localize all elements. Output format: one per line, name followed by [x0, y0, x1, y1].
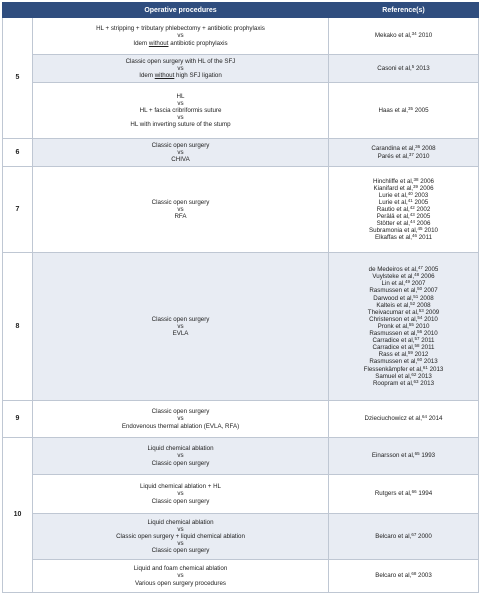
- reference-number: 57: [414, 336, 420, 342]
- procedure-cell: [33, 514, 329, 560]
- reference-year: 2006: [419, 273, 435, 281]
- reference-entry: [332, 192, 475, 199]
- procedure-line: [36, 452, 325, 459]
- reference-number: 63: [413, 378, 419, 384]
- reference-number: 39: [413, 183, 419, 189]
- procedure-line: [36, 498, 325, 505]
- procedure-line: [36, 519, 325, 526]
- reference-year: 1994: [416, 490, 433, 498]
- group-number: 10: [3, 438, 33, 593]
- reference-year: 2010: [413, 152, 430, 160]
- reference-authors: Carradice et al,: [372, 337, 415, 345]
- reference-cell: [329, 560, 479, 593]
- reference-authors: Perälä et al,: [376, 213, 410, 221]
- procedure-text: HL + stripping + tributary phlebectomy + antibiotic prophylaxis: [96, 25, 265, 33]
- procedure-line: [36, 483, 325, 490]
- reference-year: 2008: [415, 301, 431, 309]
- reference-entry: [332, 452, 475, 459]
- procedure-line: [36, 572, 325, 579]
- reference-year: 2013: [422, 358, 438, 366]
- reference-year: 2012: [412, 351, 429, 359]
- reference-year: 2005: [422, 266, 439, 274]
- procedure-text: Classic open surgery: [151, 141, 210, 149]
- procedure-text: Classic open surgery: [151, 408, 210, 416]
- reference-year: 2006: [418, 177, 434, 185]
- procedure-line: [36, 58, 325, 65]
- reference-number: 45: [417, 226, 423, 232]
- reference-number: 5: [411, 63, 415, 69]
- reference-entry: [332, 358, 475, 365]
- reference-year: 2010: [422, 227, 438, 235]
- reference-cell: [329, 514, 479, 560]
- reference-authors: Darwood et al,: [373, 294, 414, 302]
- reference-cell: [329, 83, 479, 139]
- procedure-text: RFA: [174, 213, 187, 221]
- reference-cell: [329, 18, 479, 55]
- reference-number: 34: [411, 31, 417, 37]
- reference-year: 2005: [413, 106, 429, 114]
- procedure-text: EVLA: [172, 330, 189, 338]
- procedure-cell: [33, 475, 329, 514]
- reference-number: 42: [409, 204, 415, 210]
- procedure-line: [36, 540, 325, 547]
- reference-authors: Subramonia et al,: [369, 227, 418, 235]
- reference-number: 58: [414, 343, 420, 349]
- reference-authors: Flessenkämpfer et al,: [363, 365, 423, 373]
- reference-number: 56: [417, 329, 423, 335]
- procedure-line: [36, 107, 325, 114]
- table-row: [3, 139, 479, 167]
- reference-year: 2013: [418, 379, 435, 387]
- reference-authors: Lin et al,: [381, 280, 405, 288]
- reference-authors: Lurie et al,: [378, 191, 408, 199]
- procedure-text: Classic open surgery: [151, 315, 210, 323]
- group-number: 7: [3, 167, 33, 253]
- reference-number: 46: [411, 233, 417, 239]
- table-header-row: [3, 3, 479, 18]
- reference-authors: Samuel et al,: [375, 372, 412, 380]
- procedure-text: Endovenous thermal ablation (EVLA, RFA): [121, 422, 240, 430]
- reference-number: 35: [408, 105, 414, 111]
- reference-authors: Carandina et al,: [371, 145, 416, 153]
- reference-year: 2003: [416, 572, 432, 580]
- reference-entry: [332, 153, 475, 160]
- procedure-line: [36, 156, 325, 163]
- procedure-cell: [33, 83, 329, 139]
- reference-authors: Parés et al,: [377, 152, 409, 160]
- reference-year: 2009: [423, 308, 440, 316]
- procedure-text: antibiotic prophylaxis: [168, 39, 228, 47]
- reference-number: 41: [407, 197, 413, 203]
- reference-year: 2006: [414, 220, 431, 228]
- procedure-cell: [33, 438, 329, 475]
- reference-year: 2006: [418, 184, 434, 192]
- procedure-line: [36, 25, 325, 32]
- reference-year: 2011: [419, 344, 435, 352]
- procedure-text: Classic open surgery: [151, 459, 210, 467]
- procedure-text: HL: [176, 92, 185, 100]
- procedure-text: vs: [177, 32, 184, 40]
- reference-authors: Elkaffas et al,: [374, 234, 412, 242]
- procedure-text: HL with inverting suture of the stump: [130, 121, 231, 129]
- procedure-line: [36, 423, 325, 430]
- procedure-text: Liquid chemical ablation: [147, 518, 214, 526]
- header-group: [3, 3, 33, 18]
- procedure-text: vs: [177, 452, 184, 460]
- header-references: Reference(s): [329, 3, 479, 18]
- procedure-text: Classic open surgery: [151, 497, 210, 505]
- group-number: 6: [3, 139, 33, 167]
- reference-number: 66: [411, 489, 417, 495]
- reference-cell: [329, 139, 479, 167]
- procedure-cell: [33, 139, 329, 167]
- procedure-text: vs: [177, 490, 184, 498]
- reference-year: 2000: [416, 532, 432, 540]
- reference-year: 2005: [414, 213, 431, 221]
- reference-entry: [332, 415, 475, 422]
- reference-entry: [332, 373, 475, 380]
- procedure-line: [36, 32, 325, 39]
- table-row: [3, 438, 479, 475]
- reference-entry: [332, 145, 475, 152]
- table-row: [3, 253, 479, 401]
- reference-number: 59: [407, 350, 413, 356]
- reference-number: 67: [411, 531, 417, 537]
- procedure-line: [36, 149, 325, 156]
- reference-number: 44: [409, 219, 415, 225]
- reference-number: 48: [414, 272, 420, 278]
- procedure-text: vs: [177, 525, 184, 533]
- procedure-line: [36, 408, 325, 415]
- reference-year: 2011: [417, 234, 433, 242]
- emphasis-text: without: [154, 72, 175, 80]
- procedure-text: vs: [177, 205, 184, 213]
- reference-entry: [332, 65, 475, 72]
- procedure-text: vs: [177, 415, 184, 423]
- reference-entry: [332, 32, 475, 39]
- reference-number: 68: [411, 571, 417, 577]
- reference-authors: Rutgers et al,: [374, 490, 412, 498]
- procedure-line: [36, 40, 325, 47]
- reference-year: 2010: [422, 315, 438, 323]
- procedure-line: [36, 533, 325, 540]
- reference-number: 62: [411, 371, 417, 377]
- reference-entry: [332, 323, 475, 330]
- procedure-text: Liquid chemical ablation + HL: [139, 483, 221, 491]
- reference-authors: Hinchliffe et al,: [373, 177, 414, 185]
- reference-cell: [329, 475, 479, 514]
- reference-authors: Dzieciuchowicz et al,: [364, 415, 422, 423]
- procedure-text: Liquid chemical ablation: [147, 445, 214, 453]
- reference-authors: Stötter et al,: [376, 220, 410, 228]
- reference-year: 2014: [426, 415, 443, 423]
- procedure-text: Classic open surgery + liquid chemical ablation: [116, 532, 245, 540]
- reference-number: 52: [410, 300, 416, 306]
- table-row: [3, 475, 479, 514]
- reference-authors: Pronk et al,: [377, 322, 409, 330]
- reference-entry: [332, 490, 475, 497]
- reference-entry: [332, 287, 475, 294]
- procedure-line: [36, 580, 325, 587]
- reference-number: 38: [413, 176, 419, 182]
- procedure-text: vs: [177, 148, 184, 156]
- reference-year: 2002: [414, 205, 431, 213]
- procedure-line: [36, 213, 325, 220]
- reference-authors: Christenson et al,: [369, 315, 418, 323]
- procedure-line: [36, 93, 325, 100]
- reference-year: 2008: [420, 145, 436, 153]
- reference-cell: [329, 401, 479, 438]
- reference-cell: [329, 167, 479, 253]
- procedure-text: Classic open surgery with HL of the SFJ: [125, 57, 236, 65]
- reference-authors: Rass et al,: [378, 351, 408, 359]
- reference-entry: [332, 206, 475, 213]
- procedure-text: vs: [177, 540, 184, 548]
- reference-number: 43: [409, 212, 415, 218]
- reference-year: 2007: [422, 287, 438, 295]
- reference-year: 2013: [414, 64, 430, 72]
- reference-entry: [332, 107, 475, 114]
- procedure-text: HL + fascia cribriformis suture: [139, 106, 222, 114]
- procedure-line: [36, 565, 325, 572]
- procedure-text: vs: [177, 114, 184, 122]
- reference-authors: Rasmussen et al,: [369, 287, 418, 295]
- reference-year: 2010: [416, 32, 433, 40]
- procedure-text: Various open surgery procedures: [134, 579, 227, 587]
- reference-number: 36: [415, 144, 421, 150]
- reference-authors: Mekako et al,: [374, 32, 412, 40]
- reference-number: 60: [417, 357, 423, 363]
- reference-authors: Einarsson et al,: [371, 452, 415, 460]
- reference-cell: [329, 55, 479, 83]
- group-number: 8: [3, 253, 33, 401]
- procedure-cell: [33, 167, 329, 253]
- procedure-line: [36, 490, 325, 497]
- procedures-table: [2, 2, 479, 593]
- procedure-line: [36, 526, 325, 533]
- procedure-cell: [33, 253, 329, 401]
- procedure-line: [36, 121, 325, 128]
- group-number: 9: [3, 401, 33, 438]
- reference-entry: [332, 366, 475, 373]
- reference-number: 61: [422, 364, 428, 370]
- procedure-cell: [33, 18, 329, 55]
- table-row: [3, 560, 479, 593]
- procedure-text: vs: [177, 64, 184, 72]
- reference-entry: [332, 302, 475, 309]
- reference-cell: [329, 438, 479, 475]
- procedure-line: [36, 460, 325, 467]
- reference-entry: [332, 309, 475, 316]
- header-operative-procedures: Operative procedures: [33, 3, 329, 18]
- reference-number: 53: [418, 307, 424, 313]
- procedure-cell: [33, 560, 329, 593]
- procedure-text: Idem: [133, 39, 149, 47]
- reference-year: 2010: [422, 330, 438, 338]
- reference-entry: [332, 185, 475, 192]
- procedure-cell: [33, 55, 329, 83]
- reference-number: 64: [421, 414, 427, 420]
- reference-number: 40: [407, 190, 413, 196]
- procedure-text: CHIVA: [171, 156, 190, 164]
- reference-authors: Vuylsteke et al,: [372, 273, 415, 281]
- reference-year: 2008: [418, 294, 434, 302]
- procedure-line: [36, 330, 325, 337]
- procedure-line: [36, 547, 325, 554]
- reference-authors: Rasmussen et al,: [369, 358, 418, 366]
- reference-authors: Roopram et al,: [372, 379, 414, 387]
- table-body: [3, 18, 479, 593]
- reference-number: 50: [417, 286, 423, 292]
- reference-number: 37: [408, 151, 414, 157]
- table-row: [3, 514, 479, 560]
- reference-year: 2013: [427, 365, 444, 373]
- group-number: 5: [3, 18, 33, 139]
- reference-year: 2011: [419, 337, 435, 345]
- reference-number: 51: [413, 293, 419, 299]
- table-row: [3, 401, 479, 438]
- reference-year: 2010: [413, 322, 430, 330]
- reference-entry: [332, 295, 475, 302]
- reference-number: 65: [414, 451, 420, 457]
- reference-year: 1993: [419, 452, 436, 460]
- reference-authors: Haas et al,: [378, 106, 409, 114]
- reference-entry: [332, 316, 475, 323]
- procedure-line: [36, 100, 325, 107]
- reference-authors: Belcaro et al,: [375, 572, 412, 580]
- emphasis-text: without: [148, 39, 169, 47]
- procedure-text: high SFJ ligation: [174, 72, 222, 80]
- reference-cell: [329, 253, 479, 401]
- reference-authors: Carradice et al,: [372, 344, 415, 352]
- procedure-text: vs: [177, 572, 184, 580]
- reference-authors: Lurie et al,: [378, 198, 408, 206]
- reference-authors: Belcaro et al,: [375, 532, 412, 540]
- procedure-line: [36, 114, 325, 121]
- procedure-line: [36, 206, 325, 213]
- reference-entry: [332, 380, 475, 387]
- procedure-line: [36, 72, 325, 79]
- reference-year: 2005: [412, 198, 429, 206]
- procedure-text: Idem: [139, 72, 155, 80]
- reference-authors: Kalteis et al,: [376, 301, 411, 309]
- procedure-line: [36, 323, 325, 330]
- procedure-text: Liquid and foam chemical ablation: [133, 565, 228, 573]
- procedure-line: [36, 445, 325, 452]
- reference-entry: [332, 533, 475, 540]
- reference-entry: [332, 199, 475, 206]
- reference-entry: [332, 234, 475, 241]
- reference-year: 2003: [412, 191, 429, 199]
- reference-authors: Rautio et al,: [376, 205, 410, 213]
- procedure-text: Classic open surgery: [151, 547, 210, 555]
- reference-authors: de Medeiros et al,: [368, 266, 418, 274]
- procedure-text: vs: [177, 99, 184, 107]
- reference-authors: Rasmussen et al,: [369, 330, 418, 338]
- reference-entry: [332, 178, 475, 185]
- reference-entry: [332, 572, 475, 579]
- reference-number: 49: [404, 279, 410, 285]
- procedure-line: [36, 415, 325, 422]
- table-row: [3, 55, 479, 83]
- procedure-text: Classic open surgery: [151, 198, 210, 206]
- reference-authors: Casoni et al,: [377, 64, 412, 72]
- reference-number: 47: [417, 265, 423, 271]
- procedure-line: [36, 199, 325, 206]
- table-row: [3, 83, 479, 139]
- reference-year: 2013: [416, 372, 432, 380]
- reference-authors: Theivacumar et al,: [367, 308, 419, 316]
- reference-year: 2007: [409, 280, 426, 288]
- reference-number: 55: [408, 321, 414, 327]
- procedure-line: [36, 316, 325, 323]
- procedure-cell: [33, 401, 329, 438]
- procedure-line: [36, 65, 325, 72]
- table-row: [3, 18, 479, 55]
- procedure-line: [36, 142, 325, 149]
- reference-number: 54: [417, 314, 423, 320]
- procedure-text: vs: [177, 322, 184, 330]
- reference-authors: Kianifard et al,: [373, 184, 414, 192]
- table-row: [3, 167, 479, 253]
